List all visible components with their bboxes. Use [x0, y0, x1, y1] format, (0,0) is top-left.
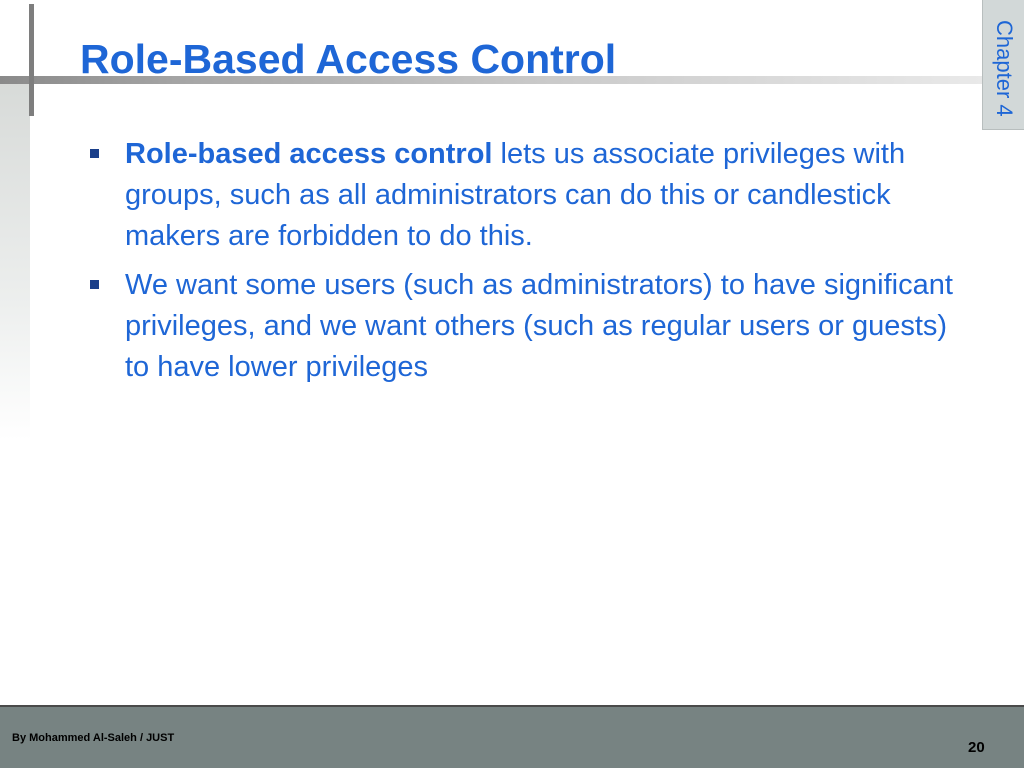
square-bullet-icon — [90, 280, 99, 289]
footer-bar — [0, 705, 1024, 768]
vertical-accent-bar — [29, 4, 34, 116]
footer-author: By Mohammed Al-Saleh / JUST — [12, 732, 175, 744]
left-gradient-decoration — [0, 80, 30, 440]
square-bullet-icon — [90, 149, 99, 158]
bullet-item — [86, 265, 976, 388]
chapter-tab — [982, 0, 1024, 130]
bullet-bold-text: Role-based access control — [125, 138, 493, 170]
chapter-label: Chapter 4 — [992, 19, 1017, 117]
slide-title: Role-Based Access Control — [80, 36, 617, 82]
bullet-text: We want some users (such as administrators) to have significant privileges, and we want others (such as regular users or guests) to have lower privileges — [125, 269, 953, 383]
page-number: 20 — [968, 739, 985, 756]
bullet-item — [86, 134, 976, 257]
bullet-list — [86, 134, 976, 396]
bullet-text: lets us associate privileges with groups, such as all administrators can do this or candlestick makers are forbidden to do this. — [125, 138, 906, 252]
